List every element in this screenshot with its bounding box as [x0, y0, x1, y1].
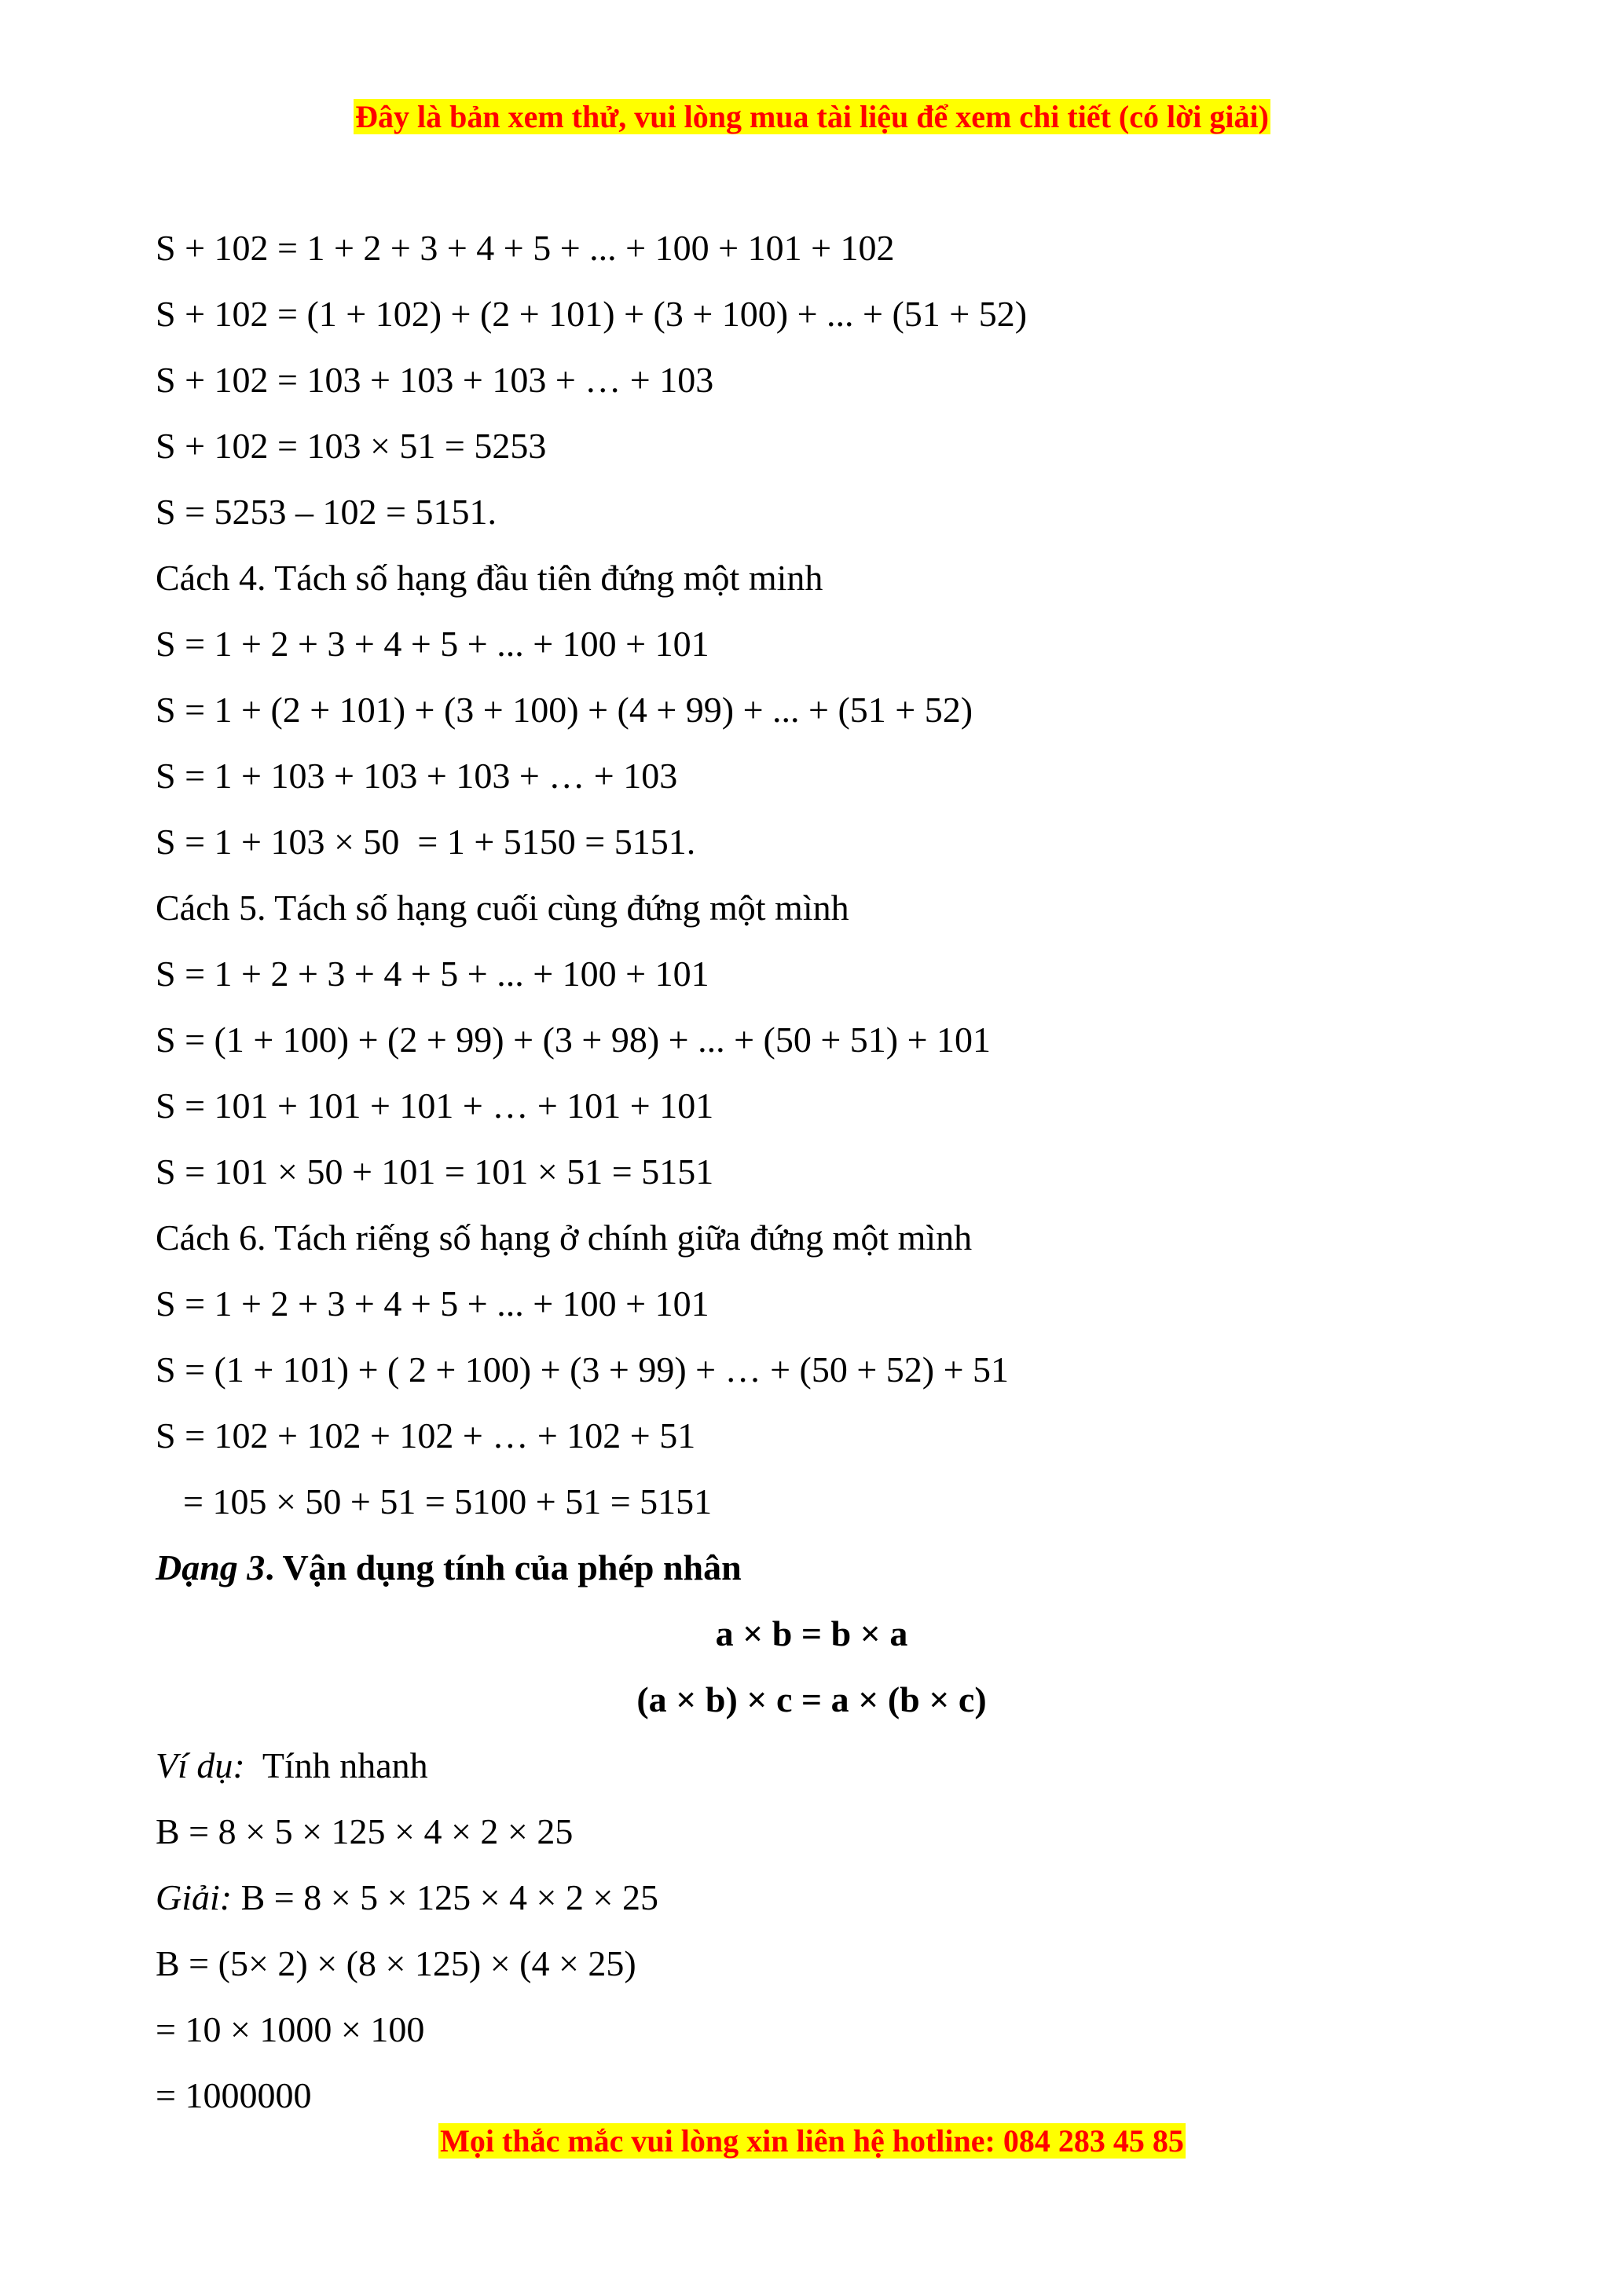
preview-notice-banner — [0, 97, 1624, 137]
solution-line — [156, 1871, 1491, 1937]
hotline-banner — [0, 2122, 1624, 2161]
method-heading: Cách 6. Tách riếng số hạng ở chính giữa đứng một mình — [156, 1218, 973, 1258]
equation-line: S + 102 = (1 + 102) + (2 + 101) + (3 + 100) + ... + (51 + 52) — [156, 294, 1028, 334]
equation-line: S + 102 = 103 × 51 = 5253 — [156, 426, 547, 466]
equation-line: S = 1 + 2 + 3 + 4 + 5 + ... + 100 + 101 — [156, 624, 709, 664]
formula-associative: (a × b) × c = a × (b × c) — [636, 1679, 987, 1719]
equation-line: S = 101 × 50 + 101 = 101 × 51 = 5151 — [156, 1152, 714, 1192]
hotline-text: Mọi thắc mắc vui lòng xin liên hệ hotline: 084 283 45 85 — [440, 2123, 1184, 2159]
method-heading: Cách 4. Tách số hạng đầu tiên đứng một minh — [156, 558, 823, 598]
solution-label: Giải: — [156, 1877, 233, 1917]
equation-line: S = 101 + 101 + 101 + … + 101 + 101 — [156, 1086, 714, 1126]
equation-line: S + 102 = 103 + 103 + 103 + … + 103 — [156, 360, 714, 400]
example-text: Tính nhanh — [244, 1745, 428, 1785]
equation-line: S = 1 + 103 + 103 + 103 + … + 103 — [156, 756, 678, 796]
section-label: Dạng 3 — [156, 1547, 266, 1587]
solution-step: B = (5× 2) × (8 × 125) × (4 × 25) — [156, 1943, 636, 1983]
method-heading: Cách 5. Tách số hạng cuối cùng đứng một mình — [156, 888, 849, 928]
equation-line: S = 1 + 103 × 50 = 1 + 5150 = 5151. — [156, 822, 696, 862]
example-heading — [156, 1739, 1491, 1805]
equation-line: = 105 × 50 + 51 = 5100 + 51 = 5151 — [183, 1481, 713, 1522]
section-heading — [156, 1541, 1491, 1607]
equation-line: S = 1 + (2 + 101) + (3 + 100) + (4 + 99) + ... + (51 + 52) — [156, 690, 973, 730]
solution-text: B = 8 × 5 × 125 × 4 × 2 × 25 — [232, 1877, 658, 1917]
example-problem: B = 8 × 5 × 125 × 4 × 2 × 25 — [156, 1811, 574, 1851]
equation-line: S = (1 + 100) + (2 + 99) + (3 + 98) + ... + (50 + 51) + 101 — [156, 1020, 992, 1060]
document-body — [156, 222, 1491, 2135]
section-title: Vận dụng tính của phép nhân — [273, 1547, 742, 1587]
equation-line: S = 5253 – 102 = 5151. — [156, 492, 497, 532]
equation-line: S = 1 + 2 + 3 + 4 + 5 + ... + 100 + 101 — [156, 954, 709, 994]
equation-line: S = 102 + 102 + 102 + … + 102 + 51 — [156, 1415, 696, 1456]
preview-notice-text: Đây là bản xem thử, vui lòng mua tài liệu để xem chi tiết (có lời giải) — [355, 99, 1269, 134]
equation-line: S = 1 + 2 + 3 + 4 + 5 + ... + 100 + 101 — [156, 1283, 709, 1324]
solution-step: = 10 × 1000 × 100 — [156, 2009, 425, 2049]
solution-step: = 1000000 — [156, 2075, 312, 2115]
example-label: Ví dụ: — [156, 1745, 245, 1785]
section-dot: . — [265, 1547, 274, 1587]
equation-line: S + 102 = 1 + 2 + 3 + 4 + 5 + ... + 100 + 101 + 102 — [156, 228, 895, 268]
formula-commutative: a × b = b × a — [715, 1613, 908, 1653]
equation-line: S = (1 + 101) + ( 2 + 100) + (3 + 99) + … + (50 + 52) + 51 — [156, 1349, 1010, 1390]
